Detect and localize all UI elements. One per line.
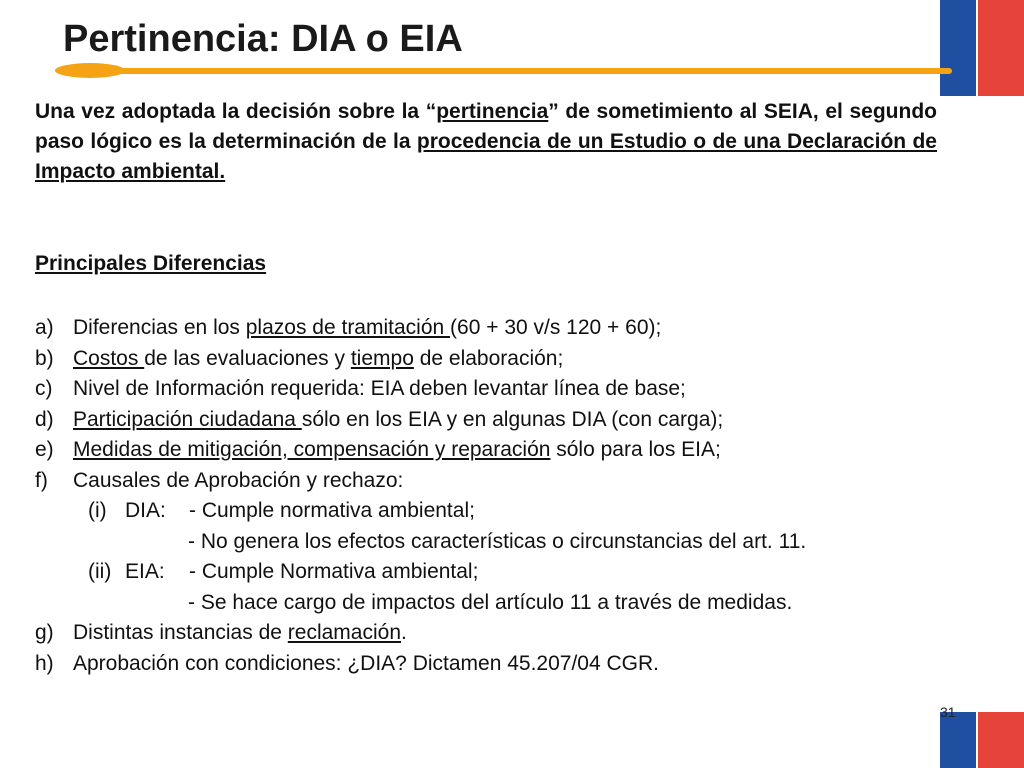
intro-underline-pertinencia: pertinencia [436,100,549,123]
sub-label: DIA: [125,499,166,522]
list-item-b [35,344,940,375]
list-marker: d) [35,407,54,431]
sub-marker: (ii) [88,560,112,583]
list-text: sólo para los EIA; [550,438,721,461]
sub-item-dia-continuation: - No genera los efectos características o circunstancias del art. 11. [188,529,807,553]
intro-text-2: ” de sometimiento al SEIA, el segundo paso lógico es la determinación de la [35,100,937,153]
list-item-a [35,313,940,344]
sub-label: EIA: [125,560,165,583]
list-item-g [35,618,940,649]
flag-blue-stripe [940,0,976,96]
sub-item-eia-continuation: - Se hace cargo de impactos del artículo 11 a través de medidas. [188,590,793,614]
sub-line: - Cumple normativa ambiental; [189,499,475,522]
list-underline: Costos [73,346,145,370]
sub-marker: (i) [88,499,107,522]
list-marker: f) [35,468,48,492]
list-item-f [35,466,940,497]
list-text: Causales de Aprobación y rechazo: [73,468,404,492]
list-text: Aprobación con condiciones: ¿DIA? Dictamen 45.207/04 CGR. [73,651,659,675]
list-marker: a) [35,316,54,339]
list-underline: reclamación [287,621,401,644]
list-marker: g) [35,621,54,644]
flag-decoration-bottom [940,712,1024,768]
flag-blue-stripe [940,712,976,768]
intro-paragraph [35,97,937,187]
list-item-d [35,405,940,436]
flag-red-stripe [978,712,1024,768]
differences-list [35,313,940,679]
list-underline: tiempo [350,346,414,370]
flag-decoration-top [940,0,1024,96]
list-text: Diferencias en los [73,316,246,339]
intro-text-1: Una vez adoptada la decisión sobre la “ [35,100,437,123]
list-text: (60 + 30 v/s 120 + 60); [450,316,662,339]
list-item-c [35,374,940,405]
subheading: Principales Diferencias [35,252,267,275]
list-text: de las evaluaciones y [144,346,351,370]
list-underline: plazos de tramitación [245,316,451,339]
intro-underline-procedencia: procedencia de un Estudio o de una Declaración de Impacto ambiental. [35,130,937,183]
list-text: Nivel de Información requerida: EIA deben levantar línea de base; [73,377,686,400]
list-item-e [35,435,940,466]
flag-red-stripe [978,0,1024,96]
list-text: Distintas instancias de [73,621,288,644]
list-text: sólo en los EIA y en algunas DIA (con carga); [301,407,724,431]
page-number: 31 [940,704,956,720]
sub-line: - Cumple Normativa ambiental; [189,560,479,583]
list-marker: e) [35,438,54,461]
list-text: . [401,621,407,644]
list-marker: c) [35,377,53,400]
sub-item-dia [35,496,940,527]
sub-item-eia [35,557,940,588]
list-underline: Participación ciudadana [73,407,302,431]
list-underline: Medidas de mitigación, compensación y reparación [73,438,551,461]
list-item-h [35,649,940,680]
list-marker: h) [35,651,54,675]
slide-title: Pertinencia: DIA o EIA [63,18,463,60]
title-underline [62,68,952,74]
list-text: de elaboración; [413,346,564,370]
list-marker: b) [35,346,54,370]
